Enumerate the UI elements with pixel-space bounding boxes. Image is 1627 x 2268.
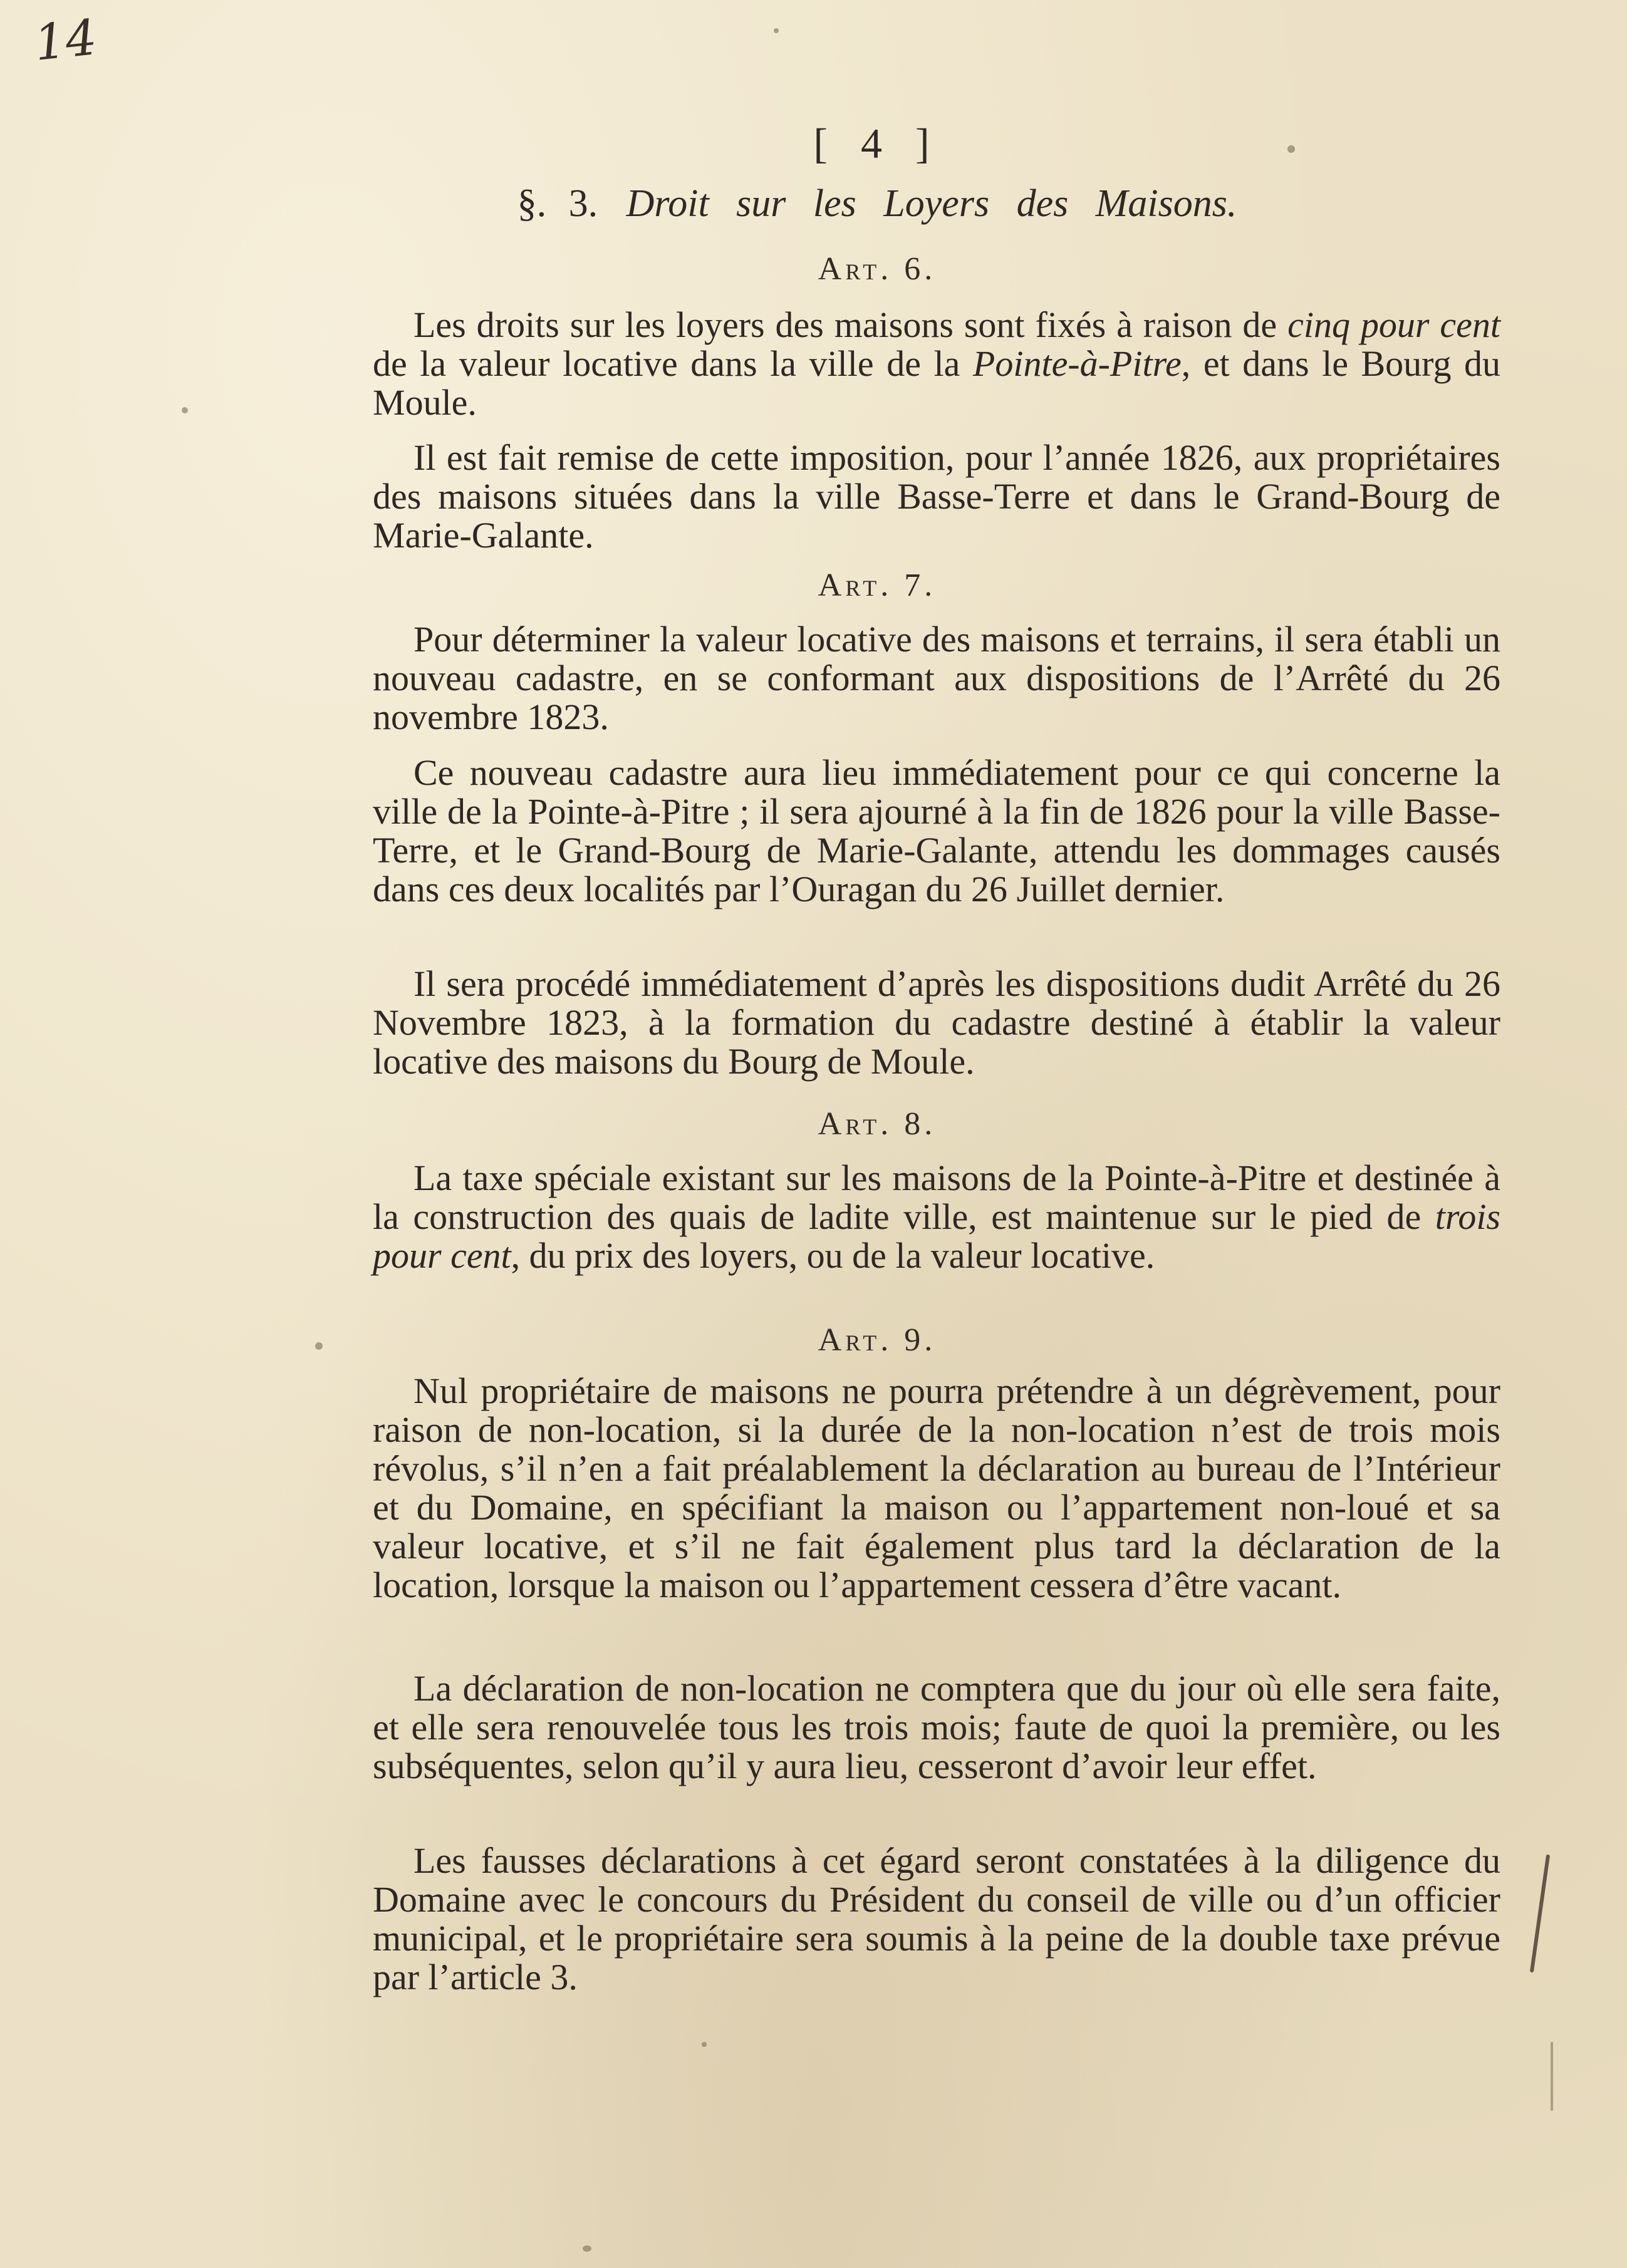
handwritten-marginalia: 14: [31, 9, 100, 72]
section-number: 3.: [568, 182, 598, 225]
italic-phrase: trois pour cent: [373, 1196, 1500, 1276]
paper-speck: [583, 2245, 591, 2252]
section-symbol: §.: [517, 182, 547, 225]
article-heading-7: Art. 7.: [818, 567, 937, 603]
article-6-paragraph-2: Il est fait remise de cette imposition, pour l’année 1826, aux propriétaires des maisons situées dans la ville Basse-Terre et dans le Grand-Bourg de Marie-Galante.: [373, 437, 1500, 556]
paper-speck: [315, 1342, 323, 1350]
section-title: Droit sur les Loyers des Maisons.: [626, 182, 1237, 225]
article-6-paragraph-1: Les droits sur les loyers des maisons sont fixés à raison de cinq pour cent de la valeur locative dans la ville de la Pointe-à-Pitre, et dans le Bourg du Moule.: [373, 304, 1500, 423]
ink-stain: [1551, 2042, 1553, 2111]
article-9-paragraph-3: Les fausses déclarations à cet égard seront constatées à la diligence du Domaine avec le concours du Président du conseil de ville ou d’un officier municipal, et le propriétaire sera soumis à la peine de la double taxe prévue par l’article 3.: [373, 1840, 1500, 1997]
article-heading-9: Art. 9.: [818, 1322, 937, 1358]
page-number: [ 4 ]: [813, 120, 941, 167]
article-9-paragraph-2: La déclaration de non-location ne comptera que du jour où elle sera faite, et elle sera renouvelée tous les trois mois; faute de quoi la première, ou les subséquentes, selon qu’il y aura lieu, cesseront d’avoir leur effet.: [373, 1668, 1500, 1786]
section-heading: [376, 182, 1378, 226]
italic-phrase: Pointe-à-Pitre: [972, 343, 1182, 384]
article-9-paragraph-1: Nul propriétaire de maisons ne pourra prétendre à un dégrèvement, pour raison de non-location, si la durée de la non-location n’est de trois mois révolus, s’il n’en a fait préalablement la déclaration au bureau de l’Intérieur et du Domaine, en spécifiant la maison ou l’appartement non-loué et sa valeur locative, et s’il ne fait également plus tard la déclaration de la location, lorsque la maison ou l’appartement cessera d’être vacant.: [373, 1370, 1500, 1605]
article-8-paragraph-1: La taxe spéciale existant sur les maisons de la Pointe-à-Pitre et destinée à la construction des quais de ladite ville, est maintenue sur le pied de trois pour cent, du prix des loyers, ou de la valeur locative.: [373, 1157, 1500, 1276]
paper-speck: [182, 407, 188, 413]
italic-phrase: cinq pour cent: [1287, 304, 1500, 345]
paper-speck: [1287, 145, 1295, 153]
article-7-paragraph-2: Ce nouveau cadastre aura lieu immédiatement pour ce qui concerne la ville de la Pointe-à-Pitre ; il sera ajourné à la fin de 1826 pour la ville Basse-Terre, et le Grand-Bourg de Marie-Galante, attendu les dommages causés dans ces deux localités par l’Ouragan du 26 Juillet dernier.: [373, 752, 1500, 909]
article-7-paragraph-1: Pour déterminer la valeur locative des maisons et terrains, il sera établi un nouveau cadastre, en se conformant aux dispositions de l’Arrêté du 26 novembre 1823.: [373, 619, 1500, 737]
paper-speck: [774, 28, 779, 33]
article-heading-6: Art. 6.: [818, 251, 937, 287]
ink-stain: [1530, 1855, 1550, 1973]
article-7-paragraph-3: Il sera procédé immédiatement d’après les dispositions dudit Arrêté du 26 Novembre 1823, à la formation du cadastre destiné à établir la valeur locative des maisons du Bourg de Moule.: [373, 963, 1500, 1082]
paper-speck: [702, 2042, 707, 2047]
article-heading-8: Art. 8.: [818, 1106, 937, 1142]
